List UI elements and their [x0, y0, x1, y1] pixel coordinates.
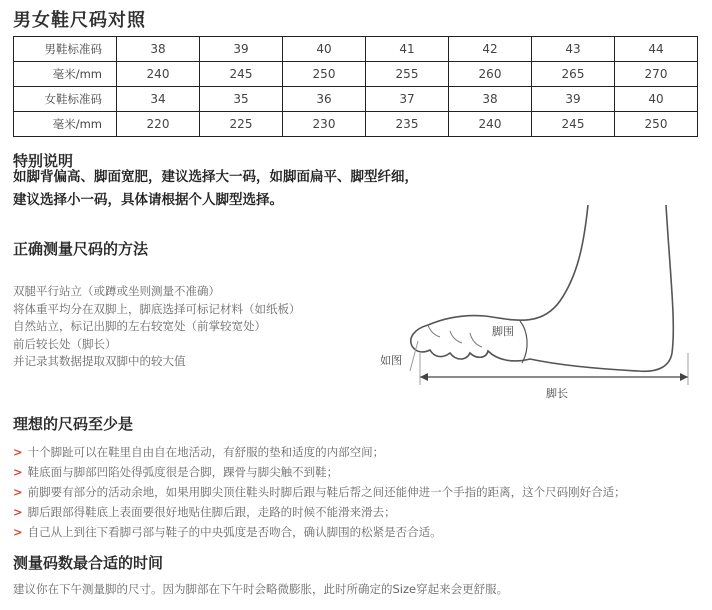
size-row: [14, 112, 698, 137]
measure-step: 双腿平行站立（或蹲或坐则测量不准确）: [13, 284, 220, 298]
ideal-heading: 理想的尺码至少是: [13, 415, 134, 433]
size-cell: 43: [532, 37, 615, 62]
size-cell: 255: [366, 62, 449, 87]
page-title: 男女鞋尺码对照: [13, 10, 146, 31]
ideal-item-text: 鞋底面与脚部凹陷处得弧度很是合脚，踝骨与脚尖触不到鞋；: [27, 465, 339, 479]
size-row: [14, 87, 698, 112]
measure-steps: [13, 283, 301, 371]
ideal-item: [13, 462, 626, 482]
size-cell: 37: [366, 87, 449, 112]
size-cell: 38: [449, 87, 532, 112]
length-label: 脚长: [546, 387, 568, 400]
ideal-item: [13, 442, 626, 462]
girth-label: 脚围: [492, 325, 514, 338]
special-heading: 特别说明: [13, 152, 74, 170]
size-cell: 40: [615, 87, 698, 112]
measure-step: 自然站立，标记出脚的左右较宽处（前掌较宽处）: [13, 319, 266, 333]
size-cell: 270: [615, 62, 698, 87]
bullet-arrow-icon: >: [13, 465, 23, 479]
ideal-item: [13, 482, 626, 502]
size-cell: 36: [283, 87, 366, 112]
size-row: [14, 37, 698, 62]
size-cell: 235: [366, 112, 449, 137]
measure-step: 将体重平均分在双脚上，脚底选择可标记材料（如纸板）: [13, 301, 301, 316]
ideal-item-text: 前脚要有部分的活动余地，如果用脚尖顶住鞋头时脚后跟与鞋后帮之间还能伸进一个手指的距离，这个尺码刚好合适；: [27, 485, 626, 499]
size-cell: 34: [117, 87, 200, 112]
size-cell: 35: [200, 87, 283, 112]
size-cell: 240: [117, 62, 200, 87]
foot-diagram: [370, 203, 700, 403]
size-row-label: 毫米/mm: [14, 62, 117, 87]
size-cell: 230: [283, 112, 366, 137]
size-cell: 42: [449, 37, 532, 62]
size-cell: 240: [449, 112, 532, 137]
size-row-label: 女鞋标准码: [14, 87, 117, 112]
measure-step: 前后较长处（脚长）: [13, 336, 117, 351]
size-row: [14, 62, 698, 87]
size-cell: 250: [615, 112, 698, 137]
ideal-item-text: 脚后跟部得鞋底上表面要很好地贴住脚后跟，走路的时候不能滑来滑去；: [27, 505, 396, 519]
bullet-arrow-icon: >: [13, 445, 23, 459]
size-cell: 245: [532, 112, 615, 137]
ideal-item-text: 十个脚趾可以在鞋里自由自在地活动，有舒服的垫和适度的内部空间；: [27, 445, 385, 459]
bullet-arrow-icon: >: [13, 525, 23, 539]
size-cell: 250: [283, 62, 366, 87]
size-cell: 225: [200, 112, 283, 137]
size-cell: 245: [200, 62, 283, 87]
bullet-arrow-icon: >: [13, 505, 23, 519]
timing-text: 建议你在下午测量脚的尺寸。因为脚部在下午时会略微膨胀，此时所确定的Size穿起来会更舒服。: [13, 582, 509, 596]
special-notes: [13, 166, 418, 212]
size-row-label: 毫米/mm: [14, 112, 117, 137]
size-cell: 39: [200, 37, 283, 62]
foot-outline-icon: [370, 203, 700, 403]
size-cell: 265: [532, 62, 615, 87]
size-cell: 220: [117, 112, 200, 137]
size-cell: 44: [615, 37, 698, 62]
size-cell: 38: [117, 37, 200, 62]
size-cell: 40: [283, 37, 366, 62]
special-line-2: 建议选择小一码，具体请根据个人脚型选择。: [13, 192, 283, 208]
measure-step: 并记录其数据提取双脚中的较大值: [13, 354, 186, 368]
ideal-list: [13, 442, 626, 542]
size-cell: 39: [532, 87, 615, 112]
timing-heading: 测量码数最合适的时间: [13, 554, 164, 572]
ideal-item: [13, 522, 626, 542]
special-line-1: 如脚背偏高、脚面宽肥，建议选择大一码，如脚面扁平、脚型纤细，: [13, 169, 418, 185]
size-chart-table: [13, 36, 698, 137]
size-cell: 41: [366, 37, 449, 62]
size-cell: 260: [449, 62, 532, 87]
size-row-label: 男鞋标准码: [14, 37, 117, 62]
ideal-item: [13, 502, 626, 522]
bullet-arrow-icon: >: [13, 485, 23, 499]
measure-heading: 正确测量尺码的方法: [13, 240, 149, 258]
ideal-item-text: 自己从上到往下看脚弓部与鞋子的中央弧度是否吻合，确认脚围的松紧是否合适。: [27, 525, 442, 539]
example-label: 如图: [380, 354, 402, 367]
